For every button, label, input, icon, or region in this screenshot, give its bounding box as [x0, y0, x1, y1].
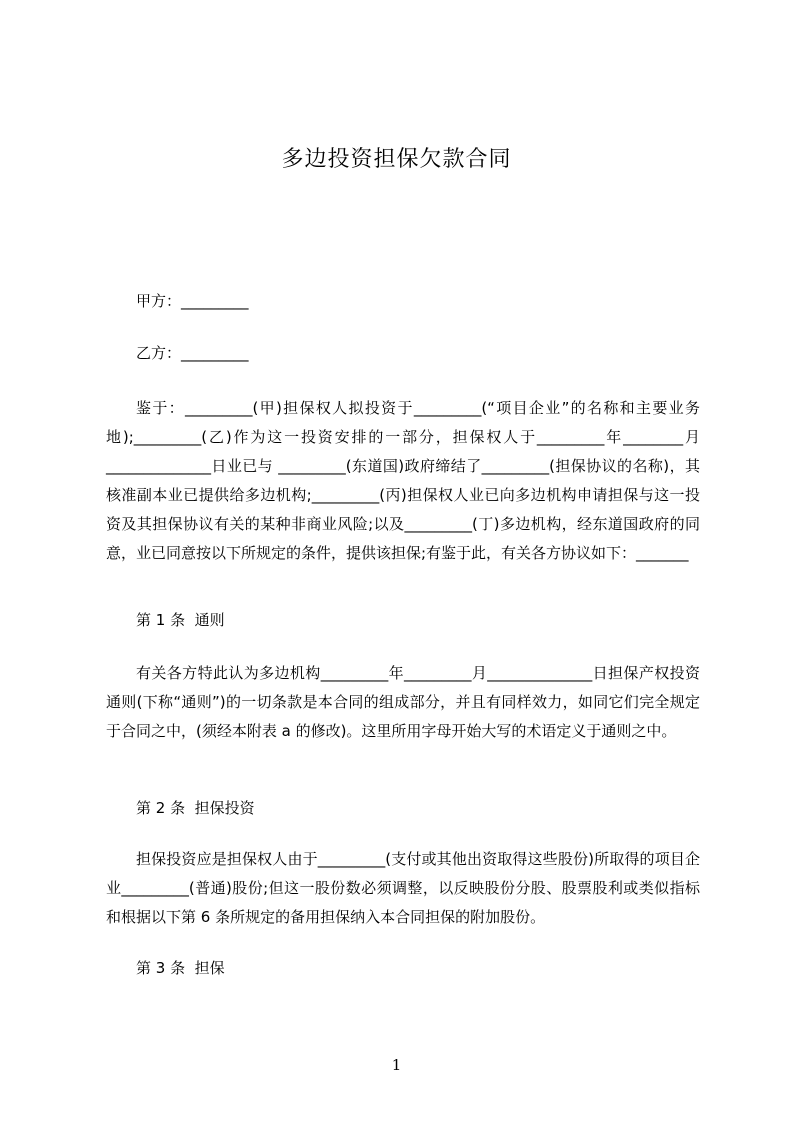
page-number: 1 — [391, 1056, 402, 1074]
article-2-paragraph: 担保投资应是担保权人由于_________(支付或其他出资取得这些股份)所取得的项目企业_________(普通)股份;但这一股份数必须调整，以反映股份分股、股票股利或类似指标和根据以下第 6 条所规定的备用担保纳入本合同担保的附加股份。 — [106, 850, 700, 926]
article-1-paragraph: 有关各方特此认为多边机构_________年_________月______________日担保产权投资通则(下称“通则”)的一切条款是本合同的组成部分，并且有同样效力，如同它们完全规定于合同之中，(须经本附表 a 的修改)。这里所用字母开始大写的术语定义于通则之中。 — [106, 664, 700, 740]
document-title: 多边投资担保欠款合同 — [281, 147, 512, 172]
party-a-line: 甲方：_________ — [136, 292, 249, 310]
party-b-line: 乙方：_________ — [136, 344, 249, 362]
article-2-heading: 第 2 条 担保投资 — [136, 799, 255, 817]
article-1-heading: 第 1 条 通则 — [136, 611, 225, 629]
recital-paragraph: 鉴于：_________(甲)担保权人拟投资于_________(“项目企业”的名称和主要业务地);_________(乙)作为这一投资安排的一部分，担保权人于_________年________月______________日业已与 _________(东道国)政府缔结了_________(担保协议的名称)，其核准副本业已提供给多边机构;_________(丙)担保权人业已向多边机构申请担保与这一投资及其担保协议有关的某种非商业风险;以及_________(丁)多边机构，经东道国政府的同意，业已同意按以下所规定的条件，提供该担保;有鉴于此，有关各方协议如下：_______ — [106, 399, 700, 562]
article-3-heading: 第 3 条 担保 — [136, 959, 225, 977]
